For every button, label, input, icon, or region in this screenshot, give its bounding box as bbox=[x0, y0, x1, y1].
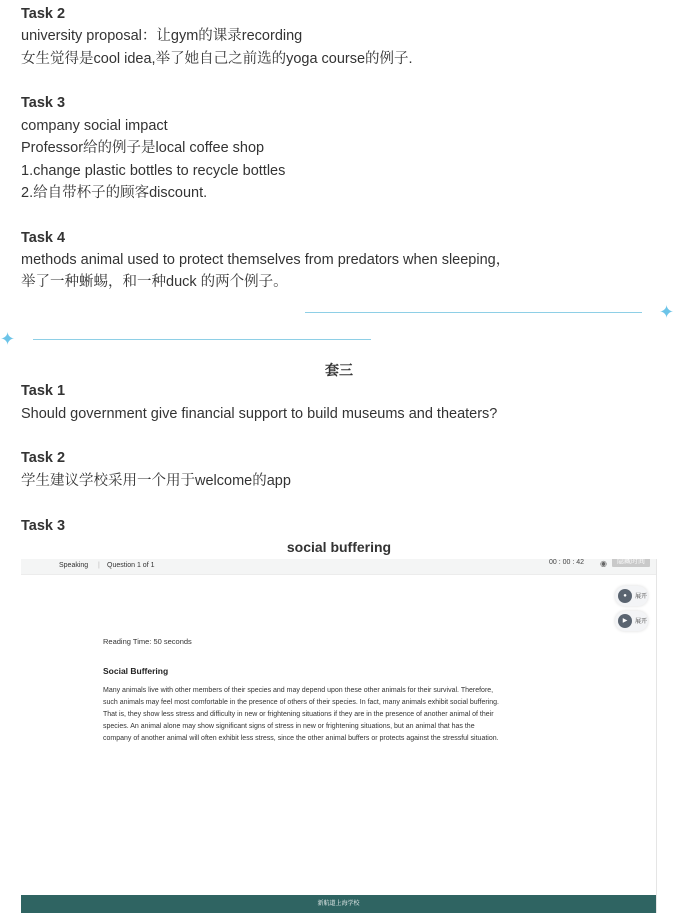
task3-title: Task 3 bbox=[21, 95, 66, 111]
set3-task1-line-1: Should government give financial support to build museums and theaters? bbox=[21, 406, 498, 422]
reading-time: Reading Time: 50 seconds bbox=[103, 637, 192, 646]
timer: 00 : 00 : 42 bbox=[549, 559, 585, 566]
task3-line-1: company social impact bbox=[21, 118, 168, 134]
expand-label: 展开 bbox=[635, 594, 648, 600]
eye-icon[interactable]: ◉ bbox=[600, 559, 607, 568]
separator: | bbox=[98, 562, 100, 569]
task4-line-1: methods animal used to protect themselves from predators when sleeping， bbox=[21, 252, 511, 268]
task3-line-4: 2.给自带杯子的顾客discount. bbox=[21, 185, 208, 201]
task2-line-2: 女生觉得是cool idea,举了她自己之前选的yoga course的例子. bbox=[21, 51, 413, 67]
divider-line-bottom bbox=[33, 339, 371, 340]
passage-line: company of another animal will often exhibit less stress, since the other animal buffers or protects against the stressful situation. bbox=[103, 735, 499, 742]
question-label: Question 1 of 1 bbox=[107, 562, 155, 569]
screenshot-caption: social buffering bbox=[286, 539, 392, 555]
passage-line: such animals may feel most comfortable in the presence of others of their species. In fact, many animals exhibit social buffering. bbox=[103, 699, 499, 706]
task3-line-2: Professor给的例子是local coffee shop bbox=[21, 140, 265, 156]
set3-task1-title: Task 1 bbox=[21, 383, 66, 399]
exam-footer: 新航道上海学校 bbox=[21, 895, 656, 913]
set3-task2-title: Task 2 bbox=[21, 450, 66, 466]
exam-screenshot bbox=[21, 559, 657, 913]
set3-heading: 套三 bbox=[325, 362, 353, 378]
expand-button-2[interactable] bbox=[615, 611, 648, 631]
passage-line: species. An animal alone may show significant signs of stress in new or frightening situations, but an animal that has the bbox=[103, 723, 475, 730]
expand-button-1[interactable] bbox=[615, 586, 648, 606]
record-icon: ● bbox=[618, 589, 632, 603]
passage-line: Many animals live with other members of their species and may depend upon these other animals for their survival. Therefore, bbox=[103, 687, 494, 694]
set3-task3-title: Task 3 bbox=[21, 518, 66, 534]
set3-task2-line-1: 学生建议学校采用一个用于welcome的app bbox=[21, 473, 291, 489]
passage-line: That is, they show less stress and difficulty in new or frightening situations if they are in the presence of another animal of their bbox=[103, 711, 494, 718]
passage bbox=[103, 685, 573, 745]
task3-line-3: 1.change plastic bottles to recycle bottles bbox=[21, 163, 286, 179]
task4-title: Task 4 bbox=[21, 230, 66, 246]
task2-title: Task 2 bbox=[21, 6, 66, 22]
divider-line-top bbox=[305, 312, 642, 313]
sparkle-icon: ✦ bbox=[0, 329, 16, 349]
hide-time-button[interactable]: 隐藏时间 bbox=[612, 559, 650, 567]
play-icon: ▶ bbox=[618, 614, 632, 628]
task4-line-2: 举了一种蜥蜴，和一种duck 的两个例子。 bbox=[21, 274, 288, 290]
section-label: Speaking bbox=[59, 562, 89, 569]
sparkle-icon: ✦ bbox=[659, 302, 675, 322]
expand-label: 展开 bbox=[635, 619, 648, 625]
task2-line-1: university proposal：让gym的课录recording bbox=[21, 28, 303, 44]
passage-title: Social Buffering bbox=[103, 666, 169, 676]
